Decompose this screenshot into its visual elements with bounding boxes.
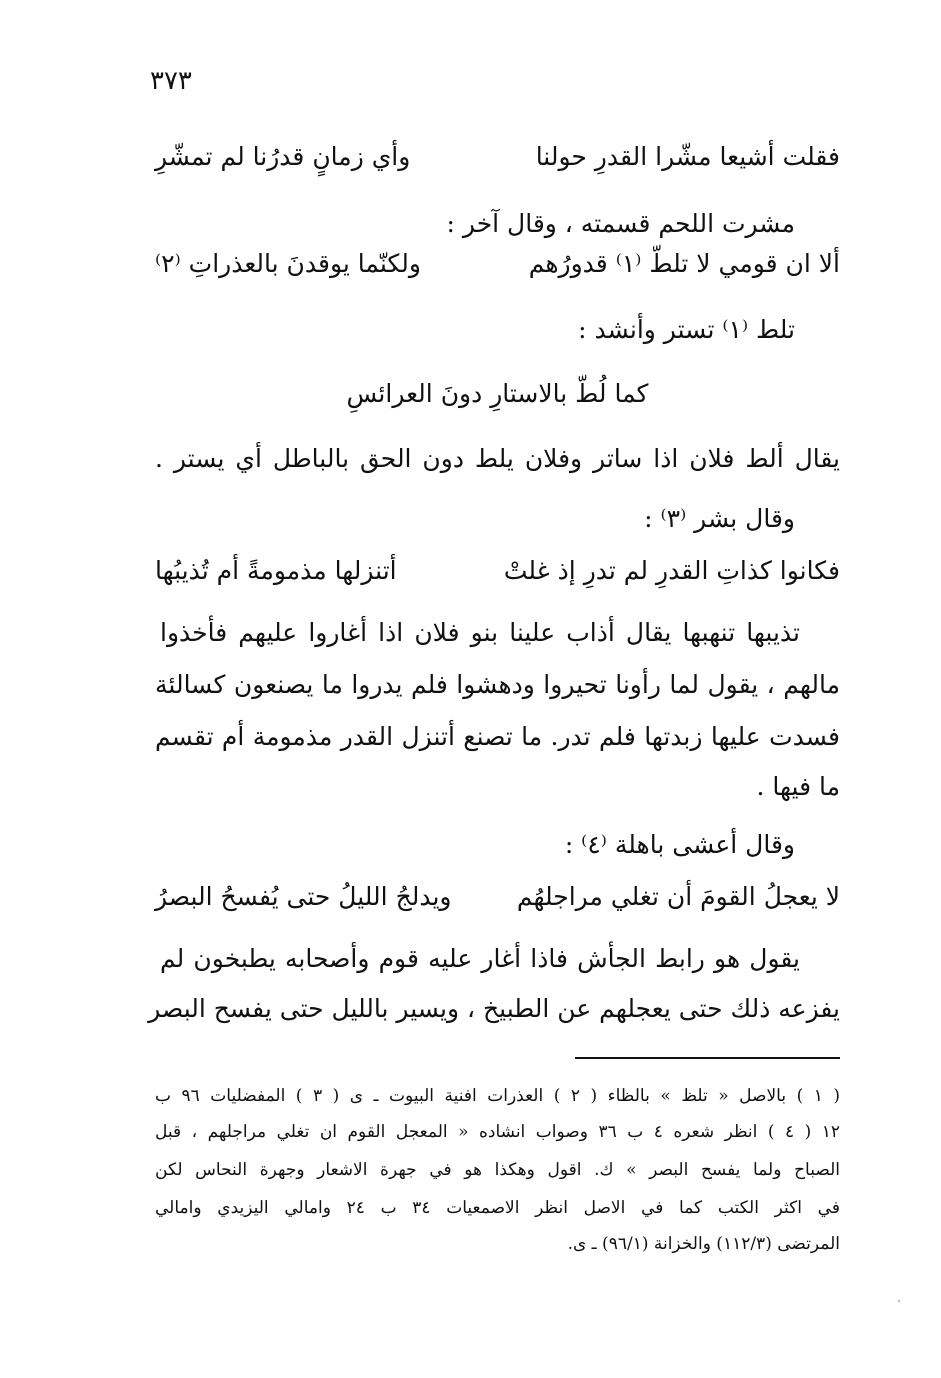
- page-number: ٣٧٣: [150, 66, 192, 96]
- verse-line-3: [155, 245, 840, 283]
- verse-hemistich-first: لا يعجلُ القومَ أن تغلي مراجلهُم: [516, 882, 840, 911]
- footnote-line-5: المرتضى (١١٢/٣) والخزانة (٩٦/١) ـ ى.: [567, 1234, 840, 1254]
- footnote-line-2: ١٢ ( ٤ ) انظر شعره ٤ ب ٣٦ وصواب انشاده « المعجل القوم ان تغلي مراجلهم ، قبل: [155, 1122, 840, 1142]
- text-line-16: يفزعه ذلك حتى يعجلهم عن الطبيخ ، ويسير بالليل حتى يفسح البصر: [148, 994, 840, 1023]
- verse-line-8: [155, 552, 840, 590]
- text-line-11: فسدت عليها زبدتها فلم تدر. ما تصنع أتنزل القدر مذمومة أم تقسم: [155, 722, 840, 751]
- verse-hemistich-second: ويدلجُ الليلُ حتى يُفسحُ البصرُ: [155, 882, 452, 911]
- footnote-line-3: الصباح ولما يفسح البصر » ك. اقول وهكذا هو في جهرة الاشعار وجهرة النحاس لكن: [155, 1160, 840, 1180]
- footnote-line-4: في اكثر الكتب كما في الاصل انظر الاصمعيات ٣٤ ب ٢٤ وامالي اليزيدي وامالي: [155, 1198, 840, 1218]
- text-line-2: مشرت اللحم قسمته ، وقال آخر :: [446, 209, 795, 238]
- verse-hemistich-first: ألا ان قومي لا تلطّ ⁽١⁾ قدورُهم: [528, 249, 840, 278]
- text-line-6: يقال ألط فلان اذا ساتر وفلان يلط دون الحق بالباطل أي يستر .: [155, 444, 840, 473]
- text-line-9: تذيبها تنهبها يقال أذاب علينا بنو فلان اذا أغاروا عليهم فأخذوا: [160, 618, 800, 647]
- verse-hemistich-second: وأي زمانٍ قدرُنا لم تمشّرِ: [155, 142, 411, 171]
- footnote-separator: [575, 1057, 840, 1059]
- text-line-7: وقال بشر ⁽٣⁾ :: [644, 504, 795, 533]
- verse-hemistich-second: ولكنّما يوقدنَ بالعذراتِ ⁽٢⁾: [155, 249, 421, 278]
- text-line-13: وقال أعشى باهلة ⁽٤⁾ :: [564, 830, 795, 859]
- verse-hemistich-second: أتنزلها مذمومةً أم تُذيبُها: [155, 556, 397, 585]
- verse-hemistich-first: فكانوا كذاتِ القدرِ لم تدرِ إذ غلتْ: [503, 556, 840, 585]
- text-line-15: يقول هو رابط الجأش فاذا أغار عليه قوم وأصحابه يطبخون لم: [160, 944, 800, 973]
- text-line-12: ما فيها .: [756, 772, 840, 801]
- verse-hemistich-first: فقلت أشيعا مشّرا القدرِ حولنا: [535, 142, 840, 171]
- verse-line-5: كما لُطّ بالاستارِ دونَ العرائسِ: [346, 379, 649, 408]
- verse-line-1: [155, 138, 840, 176]
- verse-line-14: [155, 878, 840, 916]
- footnote-line-1: ( ١ ) بالاصل « تلظ » بالظاء ( ٢ ) العذرات افنية البيوت ـ ى ( ٣ ) المفضليات ٩٦ ب: [155, 1086, 840, 1106]
- text-line-10: مالهم ، يقول لما رأونا تحيروا ودهشوا فلم يدروا ما يصنعون كسالئة: [155, 670, 840, 699]
- text-line-4: تلط ⁽١⁾ تستر وأنشد :: [578, 315, 795, 344]
- scan-speck: [898, 1300, 900, 1302]
